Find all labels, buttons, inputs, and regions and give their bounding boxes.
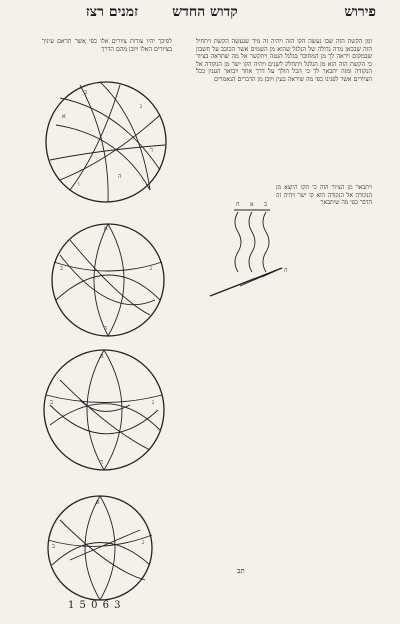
ray-label: ח: [284, 267, 288, 274]
fig2-label: ג: [150, 265, 152, 272]
fig3-label: א: [100, 353, 104, 360]
small-fig-label: ח: [236, 201, 240, 208]
small-fig-label: ב: [264, 201, 267, 208]
fig3-label: ג: [152, 399, 154, 406]
fig1-label: ה: [118, 173, 122, 180]
sphere-figure-1: [46, 82, 166, 202]
fig2-label: ד: [104, 325, 107, 332]
sphere-figure-4: [48, 496, 152, 600]
fig4-label: א: [96, 499, 100, 506]
fig1-label: ג: [140, 103, 142, 110]
fig2-label: א: [104, 225, 108, 232]
figure-caption: לפיכך יהיו צורות ציורים אלו כפי אשר תראם עיניך בציורים האלו ויובן מהם הדרך: [42, 38, 172, 53]
sphere-figure-2: [52, 224, 164, 336]
fig1-label: ב: [84, 89, 87, 96]
fig1-label: א: [62, 113, 66, 120]
fig1-label: ו: [78, 181, 80, 188]
header-center: קדוש החדש: [172, 4, 238, 20]
fig1-label: ד: [150, 147, 153, 154]
fig3-label: ב: [50, 399, 53, 406]
bottom-digits: 1 5 0 6 3: [68, 600, 122, 611]
body-text: ומן הקשת הזה שבו נעשה הקו הזה ויהיה זה מיד שנעשה הקשת ויתחיל הזה שבכאן מדה גדולה של הגלגל שהוא מן השמים אשר הכוכב על חשבון שבמקום ויראה לך מן המחובר בגלגל הנטה ויתקשר אל מה שתראה בציור כי הקשת הזה הוא מן הגלגל ויתחלק לשנים ויהיה הקו ישר מן הנקודה אל הנקודה ומזה יתבאר לך כי הכל הולך על דרך אחד ויבואר הענין בכל הציורים אשר לפנינו כפי מה שיראה בעין ויובן מן הדברים הנאמרים: [196, 38, 372, 83]
header-left: זמנים רצז: [85, 4, 138, 20]
side-note: ויתבאר מן הציור הזה כי הקו היוצא מן הנקודה אל הנקודה הוא קו ישר ויהיה זה הדבר כפי מה שיתבאר: [276, 184, 372, 206]
fig2-label: ב: [60, 265, 63, 272]
fig4-label: ג: [142, 539, 144, 546]
fig4-label: ב: [52, 543, 55, 550]
fig3-label: ד: [100, 459, 103, 466]
small-fig-label: א: [250, 201, 254, 208]
header-right: פירוש: [344, 4, 376, 20]
sphere-figure-3: [44, 350, 164, 470]
folio-mark: תב: [237, 567, 245, 575]
